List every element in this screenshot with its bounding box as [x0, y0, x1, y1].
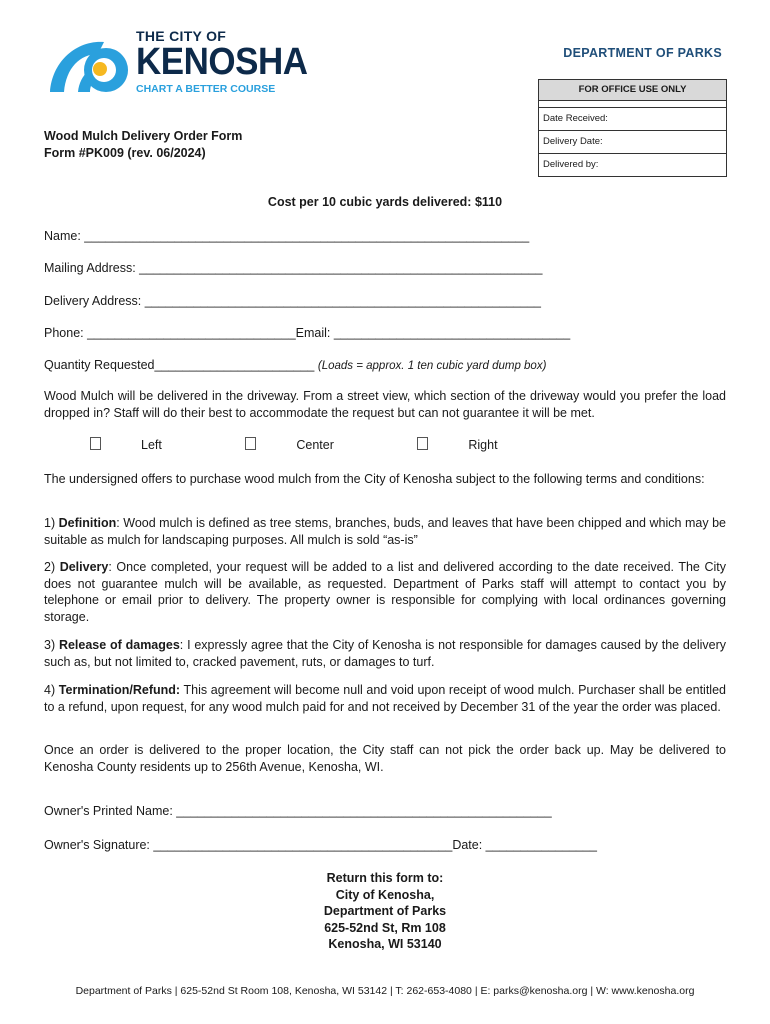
term-title: Termination/Refund:: [58, 683, 181, 697]
department-heading: DEPARTMENT OF PARKS: [563, 46, 722, 60]
term-text: This agreement will become null and void upon receipt of wood mulch. Purchaser shall be entitled to a refund, upon request, for any wood mulch paid for and not received by December 31 of the year the order was placed.: [44, 683, 726, 714]
return-line-2: City of Kenosha,: [335, 887, 435, 902]
choice-right-label: Right: [468, 438, 498, 452]
term-termination-refund: [44, 682, 726, 715]
owner-signature-field[interactable]: Owner's Signature: ___________________________________________Date: ________________: [44, 838, 597, 852]
mailing-address-field[interactable]: Mailing Address: __________________________________________________________: [44, 261, 543, 275]
choice-center-label: Center: [296, 438, 334, 452]
term-number: 3): [44, 638, 56, 652]
form-number: Form #PK009 (rev. 06/2024): [44, 146, 206, 160]
choice-left[interactable]: [90, 437, 202, 452]
form-title-block: [44, 128, 242, 162]
office-use-header: FOR OFFICE USE ONLY: [539, 80, 726, 100]
quantity-row: [44, 358, 546, 372]
driveway-question: Wood Mulch will be delivered in the driveway. From a street view, which section of the driveway would you prefer the load dropped in? Staff will do their best to accommodate the request but can not guarantee it will be met.: [44, 389, 726, 420]
term-text: : I expressly agree that the City of Kenosha is not responsible for damages caused by the delivery such as, but not limited to, cracked pavement, ruts, or damages to turf.: [44, 638, 726, 669]
terms-intro: The undersigned offers to purchase wood mulch from the City of Kenosha subject to the following terms and conditions:: [44, 472, 705, 486]
form-title: Wood Mulch Delivery Order Form: [44, 129, 243, 143]
choice-right[interactable]: [417, 437, 537, 452]
date-received-field: Date Received:: [539, 107, 726, 130]
return-line-5: Kenosha, WI 53140: [328, 937, 442, 951]
kenosha-emblem-icon: [48, 36, 132, 96]
left-checkbox[interactable]: [90, 437, 101, 450]
quantity-note: (Loads = approx. 1 ten cubic yard dump box): [317, 360, 547, 372]
return-address: [0, 870, 770, 953]
logo-small-text: THE CITY OF: [136, 28, 227, 44]
delivery-address-field[interactable]: Delivery Address: _________________________________________________________: [44, 294, 541, 308]
drop-location-choices: [90, 437, 578, 452]
quantity-field[interactable]: Quantity Requested_______________________: [44, 358, 315, 372]
logo-tagline: CHART A BETTER COURSE: [136, 83, 276, 95]
term-number: 1): [44, 516, 56, 530]
choice-left-label: Left: [141, 438, 162, 452]
delivered-by-field: Delivered by:: [539, 153, 726, 176]
term-title: Release of damages: [58, 638, 180, 652]
term-definition: [44, 515, 726, 548]
term-title: Delivery: [59, 560, 109, 574]
pickup-notice: Once an order is delivered to the proper location, the City staff can not pick the order back up. May be delivered to Kenosha County residents up to 256th Avenue, Kenosha, WI.: [44, 743, 726, 774]
term-text: : Wood mulch is defined as tree stems, branches, buds, and leaves that have been chipped and which may be suitable as mulch for landscaping purposes. All mulch is sold “as-is”: [44, 516, 726, 547]
return-line-4: 625-52nd St, Rm 108: [324, 920, 446, 935]
phone-email-field[interactable]: Phone: ______________________________Email: __________________________________: [44, 326, 571, 340]
term-text: : Once completed, your request will be added to a list and delivered according to the date received. The City does not guarantee mulch will be available, as requested. Department of Parks staff will attempt to contact you by telephone or email prior to delivery. The property owner is responsible for complying with local ordinances governing storage.: [44, 560, 726, 624]
term-number: 4): [44, 683, 56, 697]
owner-printed-name-field[interactable]: Owner's Printed Name: ______________________________________________________: [44, 804, 552, 818]
logo-big-text: KENOSHA: [136, 41, 308, 83]
return-line-1: Return this form to:: [326, 871, 444, 885]
city-logo: [48, 26, 308, 98]
return-line-3: Department of Parks: [323, 904, 447, 918]
choice-center[interactable]: [245, 437, 374, 452]
name-field[interactable]: Name: ________________________________________________________________: [44, 229, 530, 243]
office-use-spacer: [539, 100, 726, 107]
center-checkbox[interactable]: [245, 437, 256, 450]
page-footer: Department of Parks | 625-52nd St Room 108, Kenosha, WI 53142 | T: 262-653-4080 | E: parks@kenosha.org | W: www.kenosha.org: [75, 985, 695, 997]
term-title: Definition: [58, 516, 117, 530]
office-use-table: [538, 79, 727, 177]
term-delivery: [44, 559, 726, 625]
right-checkbox[interactable]: [417, 437, 428, 450]
term-number: 2): [44, 560, 56, 574]
cost-line: Cost per 10 cubic yards delivered: $110: [267, 195, 503, 209]
term-release-of-damages: [44, 637, 726, 670]
delivery-date-field: Delivery Date:: [539, 130, 726, 153]
